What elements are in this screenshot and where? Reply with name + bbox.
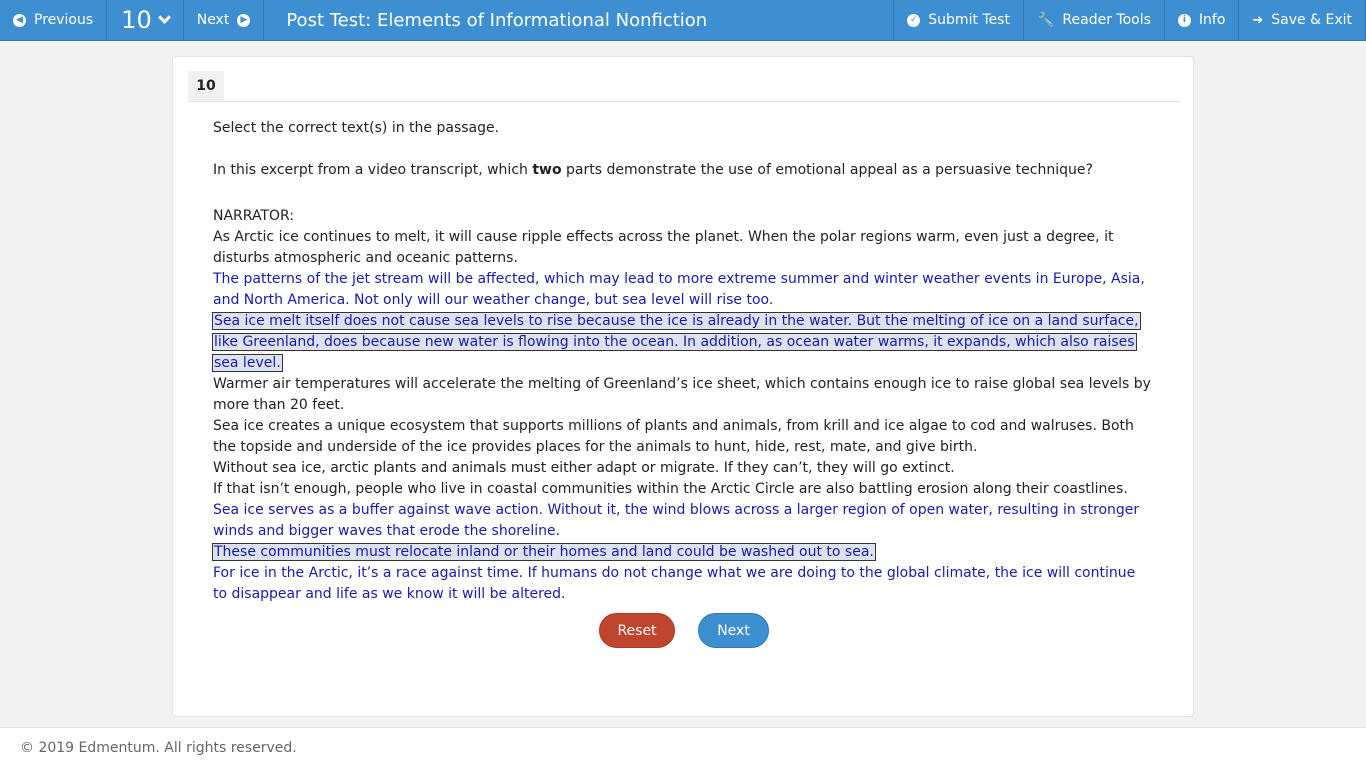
previous-label: Previous <box>34 12 94 28</box>
info-icon: i <box>1178 14 1191 27</box>
question-prompt <box>213 160 1153 181</box>
next-toolbar-button[interactable] <box>184 0 265 40</box>
save-exit-button[interactable] <box>1239 0 1366 40</box>
passage <box>213 206 1153 605</box>
reader-tools-label: Reader Tools <box>1062 12 1151 28</box>
action-buttons <box>173 613 1195 648</box>
next-label: Next <box>196 12 230 28</box>
instruction-text: Select the correct text(s) in the passage. <box>213 120 500 136</box>
info-label: Info <box>1198 12 1226 28</box>
tab-divider <box>188 101 1180 102</box>
selectable-text-3[interactable]: For ice in the Arctic, it’s a race against time. If humans do not change what we are doing to the global climate, the ice will continue to disappear and life as we know it will be altered. <box>213 565 1136 602</box>
selectable-text-1[interactable]: The patterns of the jet stream will be affected, which may lead to more extreme summer and winter weather events in Europe, Asia, and North America. Not only will our weather change, but sea level will rise too. <box>213 271 1145 308</box>
footer <box>0 727 1366 768</box>
chevron-down-icon <box>158 11 171 24</box>
question-content <box>213 118 1153 605</box>
previous-button[interactable] <box>0 0 107 40</box>
arrow-left-icon: ◀ <box>13 14 26 27</box>
reset-button[interactable]: Reset <box>599 613 675 648</box>
selected-text-1[interactable]: Sea ice melt itself does not cause sea levels to rise because the ice is already in the water. But the melting of ice on a land surface, like Greenland, does because new water is flowing into the ocean. In addition, as ocean water warms, it expands, which also raises sea level. <box>214 313 1139 371</box>
prompt-bold: two <box>532 162 562 178</box>
question-tab: 10 <box>188 71 224 101</box>
wrench-icon: 🔧 <box>1036 12 1055 28</box>
question-number: 10 <box>121 6 152 34</box>
passage-paragraph: Sea ice creates a unique ecosystem that supports millions of plants and animals, from krill and ice algae to cod and walruses. Both the topside and underside of the ice provides places for the animals to hunt, hide, rest, mate, and give birth. <box>213 418 1134 455</box>
passage-speaker: NARRATOR: <box>213 208 295 224</box>
arrow-right-icon: ▶ <box>237 14 250 27</box>
prompt-before: In this excerpt from a video transcript, which <box>213 162 533 178</box>
check-circle-icon: ✓ <box>907 14 920 27</box>
selectable-text-2[interactable]: Sea ice serves as a buffer against wave action. Without it, the wind blows across a larger region of open water, resulting in stronger winds and bigger waves that erode the shoreline. <box>213 502 1140 539</box>
passage-paragraph: If that isn’t enough, people who live in coastal communities within the Arctic Circle are also battling erosion along their coastlines. <box>213 481 1128 497</box>
copyright-text: © 2019 Edmentum. All rights reserved. <box>20 740 297 756</box>
prompt-after: parts demonstrate the use of emotional appeal as a persuasive technique? <box>561 162 1093 178</box>
save-exit-label: Save & Exit <box>1271 12 1352 28</box>
next-button[interactable]: Next <box>698 613 769 648</box>
info-button[interactable] <box>1165 0 1240 40</box>
passage-paragraph: Without sea ice, arctic plants and animals must either adapt or migrate. If they can’t, they will go extinct. <box>213 460 955 476</box>
top-toolbar <box>0 0 1366 41</box>
reader-tools-button[interactable] <box>1024 0 1165 40</box>
page-title: Post Test: Elements of Informational Nonfiction <box>286 9 708 31</box>
passage-paragraph: As Arctic ice continues to melt, it will cause ripple effects across the planet. When the polar regions warm, even just a degree, it disturbs atmospheric and oceanic patterns. <box>213 229 1114 266</box>
sign-in-icon: ➜ <box>1252 12 1264 28</box>
passage-paragraph: Warmer air temperatures will accelerate the melting of Greenland’s ice sheet, which contains enough ice to raise global sea levels by more than 20 feet. <box>213 376 1151 413</box>
submit-test-button[interactable] <box>893 0 1024 40</box>
question-card <box>172 56 1194 717</box>
question-number-dropdown[interactable] <box>107 0 184 40</box>
selected-text-2[interactable]: These communities must relocate inland or their homes and land could be washed out to sea. <box>214 544 874 560</box>
submit-label: Submit Test <box>928 12 1010 28</box>
